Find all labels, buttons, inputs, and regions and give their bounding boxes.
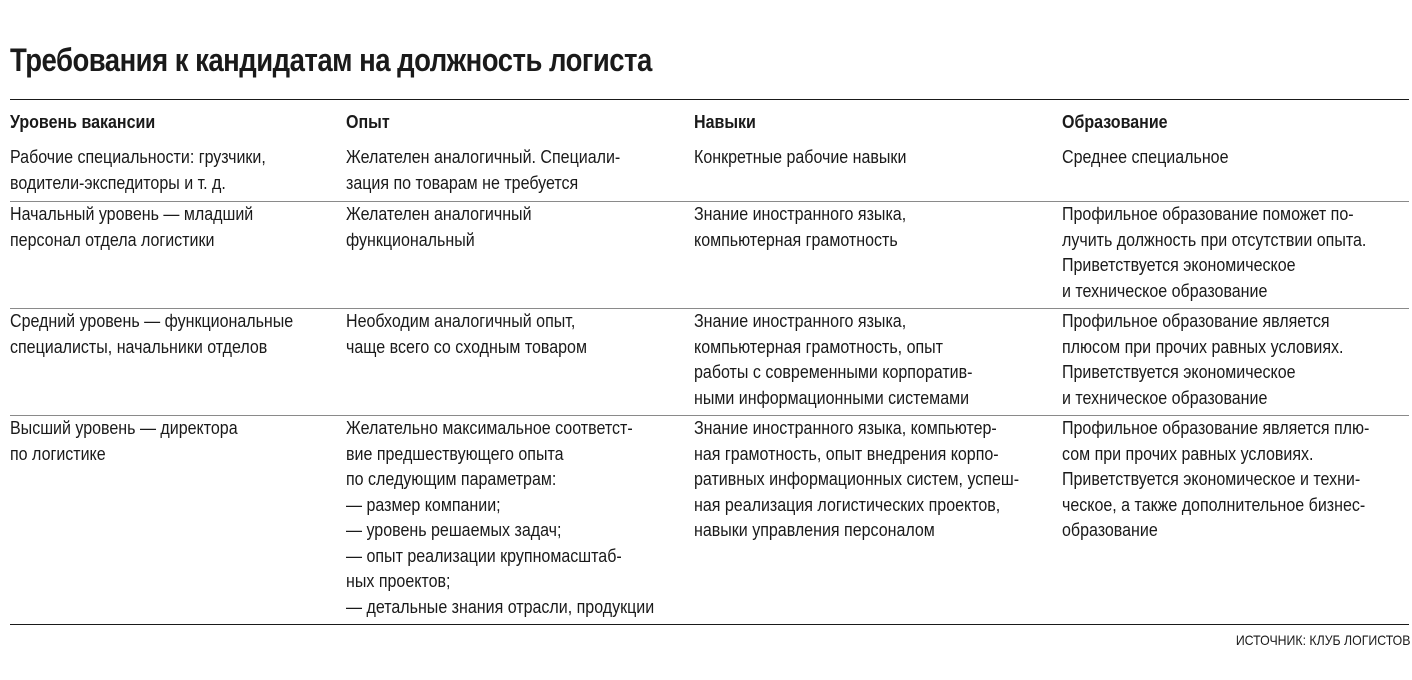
page-title: Требования к кандидатам на должность логиста xyxy=(10,42,652,78)
table-row xyxy=(10,309,1409,416)
cell-level: Средний уровень — функциональные специалисты, начальники отделов xyxy=(10,309,346,416)
header-education: Образование xyxy=(1062,112,1168,132)
table-row xyxy=(10,202,1409,309)
cell-skills: Знание иностранного языка, компьютерная грамотность, опыт работы с современными корпоратив- ными информационными системами xyxy=(694,309,1062,416)
cell-education: Профильное образование является плюсом при прочих равных условиях. Приветствуется экономическое и техническое образование xyxy=(1062,309,1409,416)
source-caption: ИСТОЧНИК: КЛУБ ЛОГИСТОВ xyxy=(1235,632,1410,648)
bottom-rule xyxy=(10,624,1409,625)
cell-experience: Желателен аналогичный. Специали- зация по товарам не требуется xyxy=(346,145,694,202)
cell-experience: Желательно максимальное соответст- вие предшествующего опыта по следующим параметрам: — размер компании; — уровень решаемых задач; — опыт реализации крупномасштаб- ных проектов; — детальные знания отрасли, продукции xyxy=(346,418,655,617)
cell-level: Высший уровень — директора по логистике xyxy=(10,418,238,464)
cell-education: Профильное образование поможет по- лучить должность при отсутствии опыта. Приветствуется экономическое и техническое образование xyxy=(1062,202,1409,309)
requirements-table xyxy=(10,109,1409,625)
table-header-row xyxy=(10,109,1409,145)
top-rule xyxy=(10,99,1409,100)
cell-skills: Знание иностранного языка, компьютерная грамотность xyxy=(694,202,1062,309)
table-row xyxy=(10,416,1409,626)
cell-level: Рабочие специальности: грузчики, водители-экспедиторы и т. д. xyxy=(10,145,346,202)
cell-level: Начальный уровень — младший персонал отдела логистики xyxy=(10,202,346,309)
cell-education: Профильное образование является плю- сом при прочих равных условиях. Приветствуется экономическое и техни- ческое, а также дополнительное бизнес- образование xyxy=(1062,418,1370,540)
cell-experience: Желателен аналогичный функциональный xyxy=(346,202,694,309)
header-experience: Опыт xyxy=(346,112,390,132)
header-level: Уровень вакансии xyxy=(10,112,156,132)
header-skills: Навыки xyxy=(694,112,756,132)
cell-experience: Необходим аналогичный опыт, чаще всего со сходным товаром xyxy=(346,309,694,416)
table-row xyxy=(10,145,1409,202)
cell-skills: Конкретные рабочие навыки xyxy=(694,145,1062,202)
cell-education: Среднее специальное xyxy=(1062,145,1409,202)
cell-skills: Знание иностранного языка, компьютер- ная грамотность, опыт внедрения корпо- ративных информационных систем, успеш- ная реализация логистических проектов, навыки управления персоналом xyxy=(694,418,1020,540)
